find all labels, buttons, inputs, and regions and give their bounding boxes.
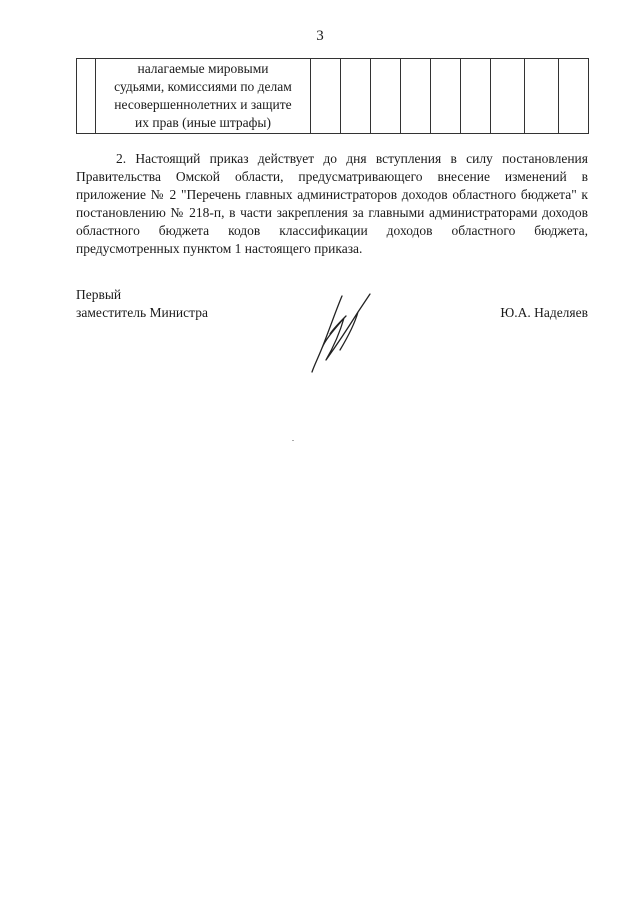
page-number: 3 (316, 28, 324, 44)
table-cell-empty (461, 59, 491, 134)
signatory-title-line-1: Первый (76, 287, 122, 302)
description-line-4: их прав (иные штрафы) (135, 115, 271, 130)
paragraph-validity: 2. Настоящий приказ действует до дня вступления в силу постановления Правительства Омской области, предусматривающего внесение изменений в приложение № 2 "Перечень главных администраторов доходов областного бюджета" к постановлению № 218-п, в части закрепления за главными администраторами доходов областного бюджета кодов классификации доходов областного бюджета, предусмотренных пунктом 1 настоящего приказа. (76, 151, 588, 256)
table-row (77, 59, 589, 134)
table-cell-empty (491, 59, 525, 134)
table-cell-empty (311, 59, 341, 134)
signatory-title-line-2: заместитель Министра (76, 305, 208, 320)
table-fragment (76, 58, 589, 134)
table-cell-empty (525, 59, 559, 134)
table-cell-empty (559, 59, 589, 134)
handwritten-signature (300, 288, 390, 378)
table-cell-empty (341, 59, 371, 134)
table-cell-empty (371, 59, 401, 134)
description-line-1: налагаемые мировыми (137, 61, 269, 76)
table-cell-empty (401, 59, 431, 134)
table-cell-empty (431, 59, 461, 134)
signatory-title (76, 286, 208, 322)
table-cell-index (77, 59, 96, 134)
table-cell-description (96, 59, 311, 134)
scan-speck (292, 440, 294, 441)
description-line-3: несовершеннолетних и защите (114, 97, 292, 112)
signatory-name: Ю.А. Наделяев (500, 305, 588, 320)
description-line-2: судьями, комиссиями по делам (114, 79, 292, 94)
